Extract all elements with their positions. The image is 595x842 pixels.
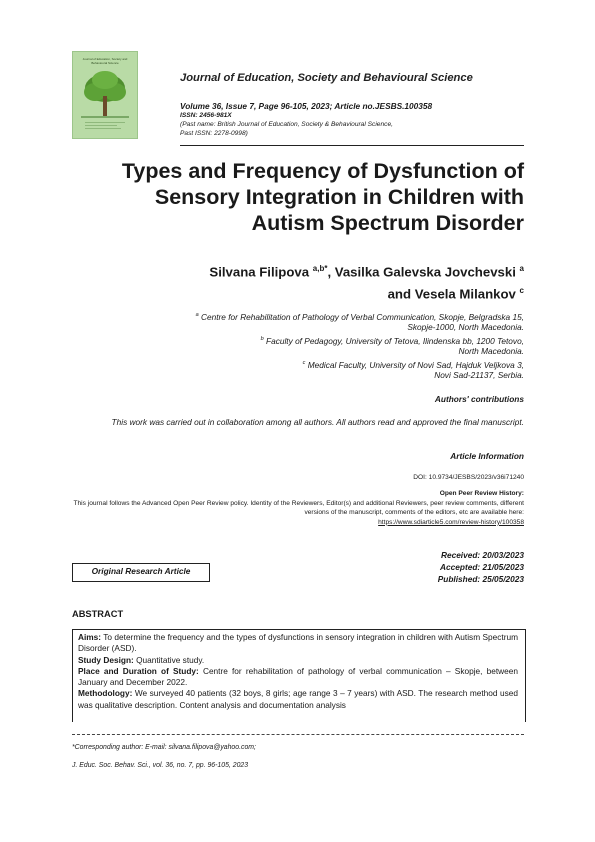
header-rule (180, 145, 524, 146)
journal-cover-image (72, 51, 138, 139)
article-title (60, 158, 524, 236)
title-line: Sensory Integration in Children with (154, 185, 524, 209)
abstract-item-text: We surveyed 40 patients (32 boys, 8 girls; age range 3 – 7 years) with ASD. The research method used was qualitative description. Content analysis and documentation analysis (78, 688, 518, 710)
affiliation-text: Novi Sad-21137, Serbia. (434, 370, 524, 381)
open-peer-review-text (72, 499, 524, 527)
contributions-text: This work was carried out in collaboration among all authors. All authors read and approved the final manuscript. (111, 417, 524, 427)
past-issn-line: Past ISSN: 2278-0998) (180, 130, 248, 137)
issn-line: ISSN: 2456-981X (180, 112, 232, 119)
affiliation-b (104, 334, 524, 357)
abstract-methodology (78, 688, 518, 711)
published-date: Published: 25/05/2023 (437, 574, 524, 584)
affiliation-c (104, 358, 524, 381)
affiliation-text: Skopje-1000, North Macedonia. (407, 322, 524, 333)
affiliation-text: Medical Faculty, University of Novi Sad, Hajduk Veljkova 3, (307, 359, 524, 370)
volume-issue-line: Volume 36, Issue 7, Page 96-105, 2023; Article no.JESBS.100358 (180, 101, 433, 111)
affiliation-mark: c (302, 360, 306, 366)
abstract-heading: ABSTRACT (72, 609, 124, 619)
open-peer-review-heading: Open Peer Review History: (439, 490, 524, 497)
abstract-aims (78, 632, 518, 655)
author-line-1 (120, 259, 524, 281)
author-separator: , (327, 264, 335, 280)
footnote-divider (72, 734, 524, 735)
title-line: Autism Spectrum Disorder (251, 211, 524, 235)
abstract-label: Study Design: (78, 654, 134, 665)
author-list (120, 259, 524, 304)
journal-name: Journal of Education, Society and Behavioural Science (180, 72, 473, 84)
author-affiliation-mark: a (519, 264, 524, 273)
abstract-study-design (78, 655, 518, 666)
author-affiliation-mark: c (519, 286, 524, 296)
citation-line: J. Educ. Soc. Behav. Sci., vol. 36, no. 7, pp. 96-105, 2023 (72, 762, 249, 769)
author-affiliation-mark: a,b* (312, 264, 328, 273)
author-name: and Vesela Milankov (387, 286, 516, 302)
affiliation-text: Faculty of Pedagogy, University of Tetova, Ilindenska bb, 1200 Tetovo, (266, 335, 524, 346)
corresponding-author-note: *Corresponding author: E-mail: silvana.filipova@yahoo.com; (72, 744, 256, 751)
article-type: Original Research Article (91, 566, 191, 576)
title-line: Types and Frequency of Dysfunction of (121, 159, 524, 183)
contributions-heading: Authors' contributions (434, 394, 524, 404)
affiliation-text: Centre for Rehabilitation of Pathology of Verbal Communication, Skopje, Belgradska 15, (201, 311, 524, 322)
affiliation-text: North Macedonia. (458, 346, 524, 357)
article-info-heading: Article Information (450, 451, 524, 461)
abstract-label: Place and Duration of Study: (78, 665, 199, 676)
author-name: Silvana Filipova (209, 264, 310, 280)
accepted-date: Accepted: 21/05/2023 (440, 562, 524, 572)
affiliation-mark: b (260, 336, 264, 342)
affiliation-a (104, 310, 524, 333)
abstract-item-text: Centre for rehabilitation of pathology of verbal communication – Skopje, between January and December 2022. (78, 665, 518, 688)
affiliation-mark: a (195, 312, 199, 318)
abstract-place-duration (78, 666, 518, 689)
author-line-2 (120, 281, 524, 303)
author-name: Vasilka Galevska Jovchevski (334, 264, 516, 280)
open-peer-review-policy: This journal follows the Advanced Open Peer Review policy. Identity of the Reviewers, Editor(s) and additional Reviewers, peer review comments, different versions of the manuscript, comments of the editors, etc are available here: (73, 500, 524, 517)
review-history-link[interactable]: https://www.sdiarticle5.com/review-history/100358 (378, 518, 524, 526)
received-date: Received: 20/03/2023 (440, 550, 524, 560)
abstract-label: Aims: (78, 632, 102, 642)
cover-title: Journal of Education, Society and Behavioural Science (82, 57, 128, 65)
abstract-item-text: To determine the frequency and the types of dysfunctions in sensory integration in children with Autism Spectrum Disorder (ASD). (78, 632, 518, 654)
abstract-item-text: Quantitative study. (133, 654, 205, 665)
doi-line: DOI: 10.9734/JESBS/2023/v36i71240 (413, 474, 524, 481)
abstract-body (78, 632, 518, 711)
abstract-label: Methodology: (78, 688, 133, 699)
past-name-line: (Past name: British Journal of Education, Society & Behavioural Science, (180, 121, 393, 128)
